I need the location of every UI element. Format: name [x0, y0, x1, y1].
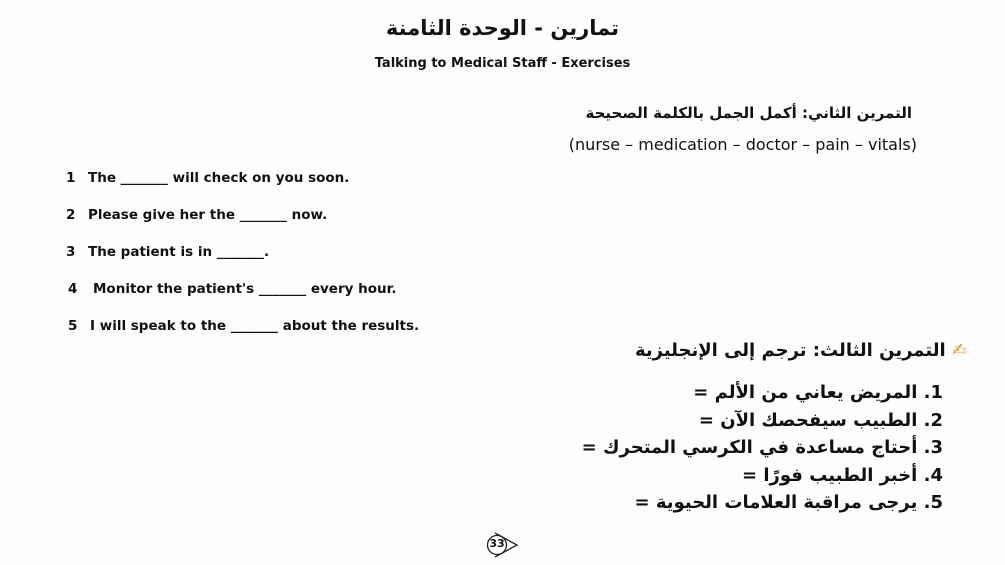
item-text: Please give her the _______ now.: [88, 207, 328, 223]
exercise3-item: 3. أحتاج مساعدة في الكرسي المتحرك =: [581, 437, 943, 458]
item-text: The _______ will check on you soon.: [88, 170, 350, 186]
item-number: 1: [66, 170, 76, 186]
exercise2-item: [66, 244, 269, 260]
item-number: 5: [68, 318, 78, 334]
item-text: The patient is in _______.: [88, 244, 270, 260]
exercise2-item: [68, 281, 396, 297]
exercise2-title: التمرين الثاني: أكمل الجمل بالكلمة الصحيحة: [585, 104, 912, 122]
exercise3-item: 5. يرجى مراقبة العلامات الحيوية =: [634, 492, 943, 513]
item-text: I will speak to the _______ about the results.: [90, 318, 420, 334]
writing-hand-icon: ✍: [951, 340, 967, 361]
item-number: 4: [68, 281, 78, 297]
page-subtitle: Talking to Medical Staff - Exercises: [374, 56, 631, 71]
exercise3-item: 1. المريض يعاني من الألم =: [693, 382, 943, 403]
exercise3-title-text: التمرين الثالث: ترجم إلى الإنجليزية: [634, 340, 946, 361]
item-text: Monitor the patient's _______ every hour.: [93, 281, 397, 297]
item-number: 3: [66, 244, 76, 260]
exercise3-item: 4. أخبر الطبيب فورًا =: [741, 465, 943, 486]
word-bank: (nurse – medication – doctor – pain – vitals): [568, 135, 917, 154]
page-number-badge: [485, 530, 521, 560]
item-number: 2: [66, 207, 76, 223]
exercise2-item: [68, 318, 419, 334]
page-number: 33: [489, 537, 505, 550]
exercise3-title: [635, 340, 967, 361]
page-title: تمارين - الوحدة الثامنة: [385, 16, 620, 40]
exercise2-item: [66, 170, 349, 186]
exercise3-item: 2. الطبيب سيفحصك الآن =: [698, 410, 943, 431]
exercise2-item: [66, 207, 327, 223]
